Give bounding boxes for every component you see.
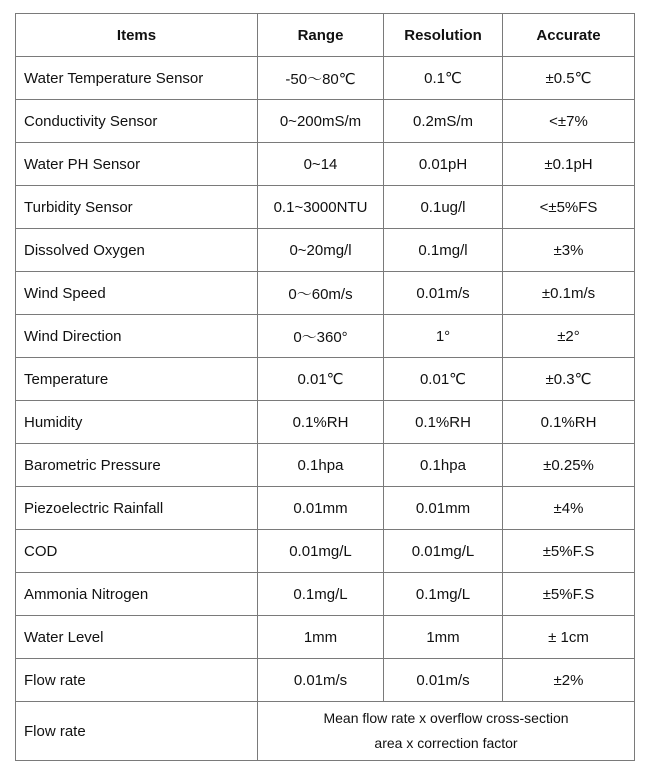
- cell-item: Water PH Sensor: [16, 143, 258, 186]
- cell-item: Flow rate: [16, 702, 258, 761]
- cell-resolution: 0.01mg/L: [384, 530, 503, 573]
- cell-resolution: 0.1℃: [384, 57, 503, 100]
- table-row-flow-formula: [16, 702, 635, 761]
- cell-accurate: ±0.1pH: [503, 143, 635, 186]
- cell-item: Temperature: [16, 358, 258, 401]
- table-row: [16, 229, 635, 272]
- table-row: [16, 315, 635, 358]
- header-resolution: Resolution: [384, 14, 503, 57]
- cell-accurate: ±2%: [503, 659, 635, 702]
- cell-accurate: ±5%F.S: [503, 573, 635, 616]
- cell-range: 0.1mg/L: [258, 573, 384, 616]
- header-items: Items: [16, 14, 258, 57]
- cell-item: Wind Speed: [16, 272, 258, 315]
- cell-resolution: 1°: [384, 315, 503, 358]
- cell-resolution: 0.1ug/l: [384, 186, 503, 229]
- flow-formula-line-1: Mean flow rate x overflow cross-section: [323, 710, 569, 726]
- table-row: [16, 57, 635, 100]
- cell-item: Water Level: [16, 616, 258, 659]
- cell-item: Ammonia Nitrogen: [16, 573, 258, 616]
- cell-resolution: 0.2mS/m: [384, 100, 503, 143]
- cell-range: 0.1%RH: [258, 401, 384, 444]
- cell-accurate: ±4%: [503, 487, 635, 530]
- table-row: [16, 659, 635, 702]
- header-range: Range: [258, 14, 384, 57]
- cell-range: 0~20mg/l: [258, 229, 384, 272]
- cell-item: Piezoelectric Rainfall: [16, 487, 258, 530]
- cell-item: Turbidity Sensor: [16, 186, 258, 229]
- cell-range: 0.01mg/L: [258, 530, 384, 573]
- cell-resolution: 0.01mm: [384, 487, 503, 530]
- table-row: [16, 401, 635, 444]
- table-row: [16, 358, 635, 401]
- table-row: [16, 487, 635, 530]
- cell-range: 0～60m/s: [258, 272, 384, 315]
- cell-range: 0~14: [258, 143, 384, 186]
- cell-range: 0.01℃: [258, 358, 384, 401]
- cell-accurate: ±0.3℃: [503, 358, 635, 401]
- cell-resolution: 0.01m/s: [384, 659, 503, 702]
- cell-resolution: 1mm: [384, 616, 503, 659]
- table-body: [16, 57, 635, 761]
- table-row: [16, 616, 635, 659]
- cell-resolution: 0.1hpa: [384, 444, 503, 487]
- header-row: [16, 14, 635, 57]
- table-row: [16, 573, 635, 616]
- cell-accurate: ±2°: [503, 315, 635, 358]
- cell-range: 0~200mS/m: [258, 100, 384, 143]
- cell-resolution: 0.01m/s: [384, 272, 503, 315]
- table-row: [16, 100, 635, 143]
- cell-item: Conductivity Sensor: [16, 100, 258, 143]
- cell-range: -50～80℃: [258, 57, 384, 100]
- cell-accurate: 0.1%RH: [503, 401, 635, 444]
- cell-item: Wind Direction: [16, 315, 258, 358]
- cell-accurate: ±0.1m/s: [503, 272, 635, 315]
- cell-range: 1mm: [258, 616, 384, 659]
- cell-item: Flow rate: [16, 659, 258, 702]
- table-row: [16, 530, 635, 573]
- cell-accurate: ± 1cm: [503, 616, 635, 659]
- cell-resolution: 0.1%RH: [384, 401, 503, 444]
- table-row: [16, 186, 635, 229]
- table-row: [16, 272, 635, 315]
- cell-item: COD: [16, 530, 258, 573]
- cell-accurate: ±0.25%: [503, 444, 635, 487]
- cell-flow-formula: [258, 702, 635, 761]
- cell-accurate: ±0.5℃: [503, 57, 635, 100]
- cell-resolution: 0.01pH: [384, 143, 503, 186]
- cell-accurate: ±3%: [503, 229, 635, 272]
- header-accurate: Accurate: [503, 14, 635, 57]
- cell-item: Dissolved Oxygen: [16, 229, 258, 272]
- cell-resolution: 0.1mg/L: [384, 573, 503, 616]
- spec-table: [15, 13, 635, 761]
- cell-range: 0.01m/s: [258, 659, 384, 702]
- cell-accurate: ±5%F.S: [503, 530, 635, 573]
- cell-range: 0.1~3000NTU: [258, 186, 384, 229]
- cell-item: Water Temperature Sensor: [16, 57, 258, 100]
- flow-formula-line-2: area x correction factor: [374, 735, 518, 751]
- cell-range: 0.01mm: [258, 487, 384, 530]
- cell-accurate: <±7%: [503, 100, 635, 143]
- cell-resolution: 0.01℃: [384, 358, 503, 401]
- cell-range: 0.1hpa: [258, 444, 384, 487]
- cell-resolution: 0.1mg/l: [384, 229, 503, 272]
- table-row: [16, 444, 635, 487]
- cell-range: 0～360°: [258, 315, 384, 358]
- table-row: [16, 143, 635, 186]
- cell-accurate: <±5%FS: [503, 186, 635, 229]
- cell-item: Humidity: [16, 401, 258, 444]
- cell-item: Barometric Pressure: [16, 444, 258, 487]
